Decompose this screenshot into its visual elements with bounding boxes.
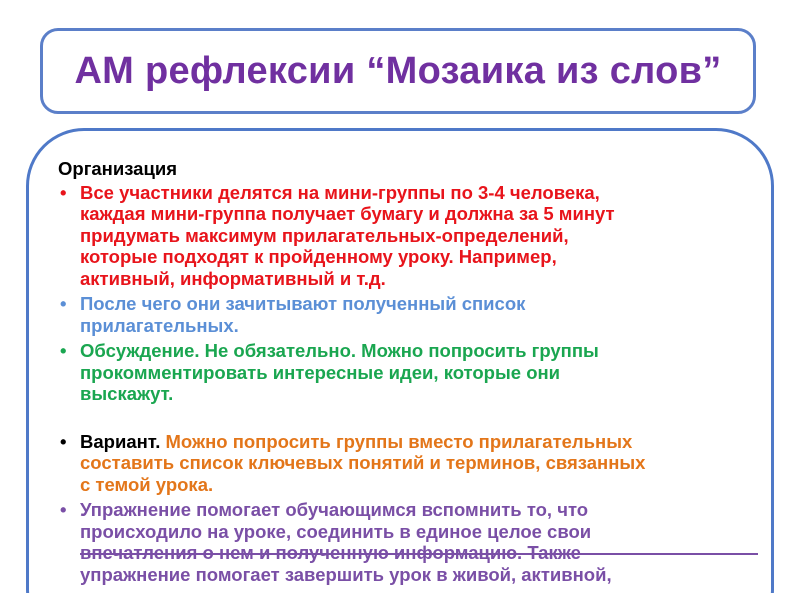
page-bottom-edge (0, 593, 800, 600)
title-box (40, 28, 756, 114)
variant-label: Вариант. (80, 430, 161, 452)
bullet-line-struck: впечатления о нем и полученную информацию. Также (80, 542, 758, 564)
bullet-line: составить список ключевых понятий и терминов, связанных (80, 452, 646, 473)
bullet-line: каждая мини-группа получает бумагу и должна за 5 минут (80, 203, 615, 224)
bullet-dot: • (60, 293, 67, 314)
bullet-line: упражнение помогает завершить урок в живой, активной, (80, 563, 612, 585)
paragraph-gap (58, 409, 758, 431)
bullet-line: Все участники делятся на мини-группы по 3-4 человека, (80, 181, 600, 203)
bullet-line: которые подходят к пройденному уроку. Например, (80, 246, 557, 267)
bullet-line: прокомментировать интересные идеи, которые они (80, 361, 561, 383)
bullet-line: прилагательных. (80, 314, 239, 336)
bullet-line: придумать максимум прилагательных-определений, (80, 224, 569, 246)
bullet-line: выскажут. (80, 383, 174, 404)
content-area (58, 158, 758, 589)
bullet-discussion (58, 340, 758, 405)
bullet-exercise (58, 499, 758, 585)
bullet-dot: • (60, 430, 67, 452)
bullet-organization-rules (58, 182, 758, 290)
bullet-line: Обсуждение. Не обязательно. Можно попросить группы (80, 340, 599, 361)
bullet-line: После чего они зачитывают полученный список (80, 293, 526, 314)
bullet-variant (58, 431, 758, 496)
bullet-dot: • (60, 499, 67, 520)
variant-first-line (80, 431, 758, 453)
bullet-reading-list (58, 293, 758, 336)
bullet-line: с темой урока. (80, 473, 214, 495)
slide-title: АМ рефлексии “Мозаика из слов” (74, 49, 722, 92)
bullet-line: Упражнение помогает обучающимся вспомнить то, что (80, 499, 589, 520)
organization-heading: Организация (58, 158, 178, 179)
bullet-line: активный, информативный и т.д. (80, 267, 386, 289)
bullet-dot: • (60, 340, 67, 361)
bullet-dot: • (60, 181, 67, 203)
bullet-line: происходило на уроке, соединить в единое целое свои (80, 520, 592, 542)
variant-first-line-rest: Можно попросить группы вместо прилагательных (160, 430, 633, 452)
